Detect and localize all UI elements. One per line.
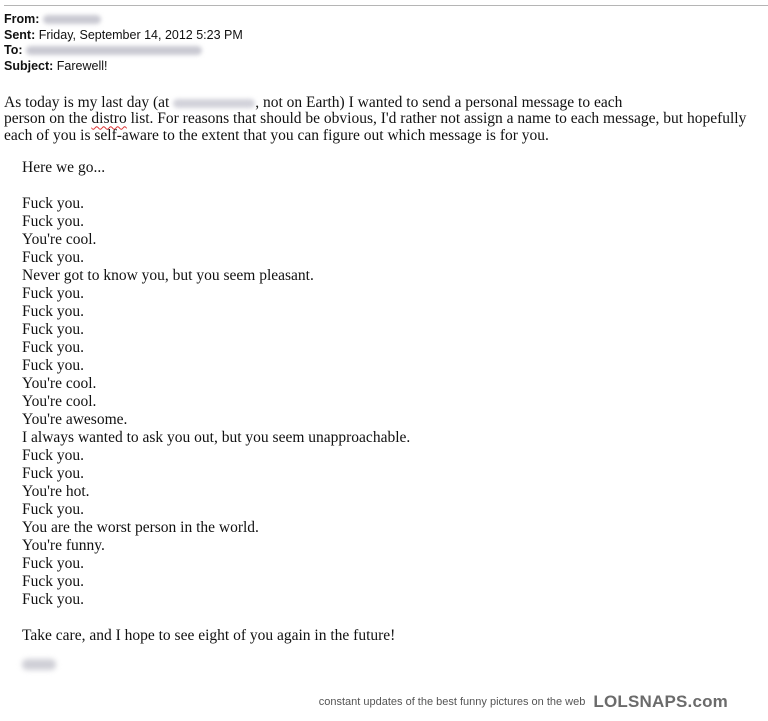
message-line: Fuck you. xyxy=(22,303,84,320)
opening-line: Here we go... xyxy=(22,159,106,176)
intro-text: not on Earth) I wanted to send a personal message to each xyxy=(262,94,623,111)
message-line: Fuck you. xyxy=(22,555,84,572)
message-line: You're cool. xyxy=(22,375,97,392)
message-line: Fuck you. xyxy=(22,465,84,482)
to-label: To: xyxy=(4,43,23,57)
misspelled-word: distro xyxy=(91,110,127,128)
message-list xyxy=(22,195,410,609)
message-line: Fuck you. xyxy=(22,591,84,608)
redacted-signature xyxy=(22,659,56,670)
sent-row xyxy=(4,28,243,44)
message-line: Fuck you. xyxy=(22,447,84,464)
intro-text: list. For reasons that should be obvious, I'd rather not assign a name to each message, but hopefully xyxy=(130,110,747,128)
message-line: You're funny. xyxy=(22,537,105,554)
message-line: Fuck you. xyxy=(22,321,84,338)
message-line: You're awesome. xyxy=(22,411,128,428)
redacted-sender xyxy=(43,15,101,24)
top-divider xyxy=(4,5,768,6)
intro-line: each of you is self-aware to the extent that you can figure out which message is for you. xyxy=(4,126,549,144)
sent-value: Friday, September 14, 2012 5:23 PM xyxy=(38,27,243,42)
from-label: From: xyxy=(4,12,40,26)
closing-line: Take care, and I hope to see eight of you again in the future! xyxy=(22,627,396,644)
sent-label: Sent: xyxy=(4,27,36,42)
footer-tagline: constant updates of the best funny pictures on the web xyxy=(318,696,586,708)
message-line: Fuck you. xyxy=(22,249,84,266)
subject-label: Subject: xyxy=(4,58,54,73)
message-line: Fuck you. xyxy=(22,339,84,356)
subject-row xyxy=(4,59,243,75)
message-line: Fuck you. xyxy=(22,357,84,374)
email-headers xyxy=(4,12,243,74)
intro-line xyxy=(4,111,764,127)
intro-text: As today is my last day (at xyxy=(4,94,170,111)
message-line: You are the worst person in the world. xyxy=(22,519,259,536)
email-intro-paragraph xyxy=(4,95,764,144)
farewell-message-body xyxy=(22,159,410,645)
to-row xyxy=(4,43,243,59)
message-line: Never got to know you, but you seem pleasant. xyxy=(22,267,314,284)
subject-value: Farewell! xyxy=(56,58,108,73)
message-line: You're cool. xyxy=(22,393,97,410)
intro-text: person on the xyxy=(4,110,88,128)
message-line: Fuck you. xyxy=(22,195,84,212)
site-logo: LOLSNAPS.com xyxy=(593,692,728,711)
watermark-footer xyxy=(319,692,728,712)
message-line: Fuck you. xyxy=(22,213,84,230)
message-line: You're hot. xyxy=(22,483,90,500)
message-line: You're cool. xyxy=(22,231,97,248)
intro-line: As today is my last day (at , not on Earth) I wanted to send a personal message to each xyxy=(4,94,623,111)
message-line: Fuck you. xyxy=(22,501,84,518)
message-line: Fuck you. xyxy=(22,573,84,590)
redacted-recipient xyxy=(26,46,202,55)
message-line: I always wanted to ask you out, but you seem unapproachable. xyxy=(22,429,411,446)
redacted-company xyxy=(173,99,255,108)
message-line: Fuck you. xyxy=(22,285,84,302)
from-row xyxy=(4,12,243,28)
